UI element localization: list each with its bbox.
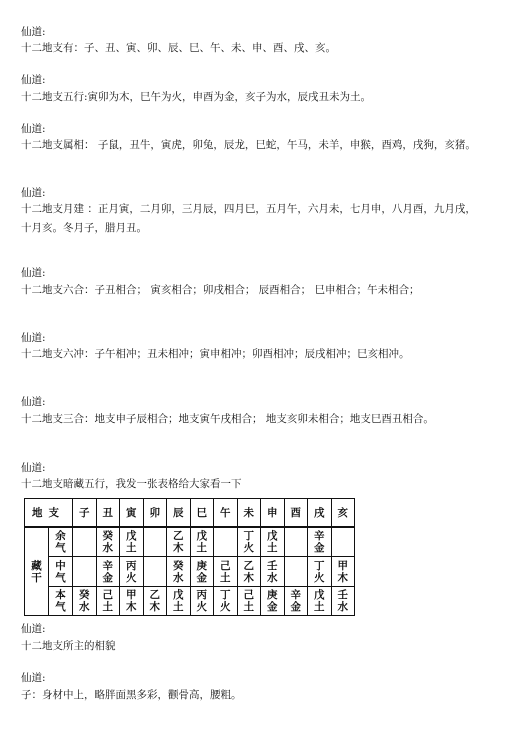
row-label: 余 气: [49, 527, 73, 557]
speaker-label: 仙道:: [21, 187, 46, 199]
speaker-label: 仙道:: [21, 332, 46, 344]
branches-list: 十二地支有：子、丑、寅、卯、辰、巳、午、未、申、酉、戌、亥。: [21, 42, 336, 54]
table-cell: 丁 火: [237, 527, 261, 557]
table-cell: [284, 527, 308, 557]
branch-header: 未: [237, 499, 261, 528]
table-cell: [331, 527, 355, 557]
table-cell: 乙 木: [143, 586, 167, 615]
table-cell: [143, 557, 167, 586]
row-label: 中 气: [49, 557, 73, 586]
table-cell: 庚 金: [261, 586, 285, 615]
table-cell: 戊 土: [190, 527, 214, 557]
branches-zodiac: 十二地支属相： 子鼠，丑牛，寅虎，卯兔，辰龙，巳蛇，午马，未羊，申猴，酉鸡，戌狗，亥猪。: [21, 139, 476, 151]
table-cell: 癸 水: [73, 586, 97, 615]
row-label: 本 气: [49, 586, 73, 615]
cang-label-char: 藏: [31, 559, 42, 572]
table-cell: 戊 土: [308, 586, 332, 615]
table-cell: [143, 527, 167, 557]
speaker-label: 仙道:: [21, 462, 46, 474]
table-cell: 戊 土: [261, 527, 285, 557]
table-cell: 乙 木: [167, 527, 191, 557]
hidden-stems-intro: 十二地支暗藏五行，我发一张表格给大家看一下: [21, 478, 242, 490]
table-cell: 辛 金: [308, 527, 332, 557]
branch-header: 午: [214, 499, 238, 528]
table-cell: 己 土: [237, 586, 261, 615]
table-cell: 癸 水: [96, 527, 120, 557]
speaker-label: 仙道:: [21, 267, 46, 279]
cang-gan-label: [25, 527, 49, 616]
table-row-yuqi: [25, 527, 355, 557]
table-cell: 庚 金: [190, 557, 214, 586]
table-cell: [284, 557, 308, 586]
hidden-stems-table: [24, 498, 355, 616]
branch-header: 亥: [331, 499, 355, 528]
table-cell: 甲 木: [120, 586, 144, 615]
branch-header: 卯: [143, 499, 167, 528]
branch-header: 戌: [308, 499, 332, 528]
appearance-zi: 子：身材中上，略胖面黑多彩，颧骨高，腰粗。: [21, 689, 242, 701]
table-row-zhongqi: [25, 557, 355, 586]
table-cell: [73, 527, 97, 557]
table-cell: 戊 土: [167, 586, 191, 615]
header-label: 地支: [25, 499, 73, 528]
branch-header: 巳: [190, 499, 214, 528]
table-cell: 丁 火: [214, 586, 238, 615]
branch-header: 子: [73, 499, 97, 528]
branches-months: 十二地支月建 ：正月寅，二月卯，三月辰，四月巳，五月午，六月未，七月申，八月酉，九月戌，十月亥。冬月子，腊月丑。: [21, 203, 476, 234]
branch-header: 申: [261, 499, 285, 528]
table-cell: 辛 金: [96, 557, 120, 586]
branch-header: 酉: [284, 499, 308, 528]
speaker-label: 仙道:: [21, 672, 46, 684]
table-cell: 壬 水: [261, 557, 285, 586]
table-cell: 癸 水: [167, 557, 191, 586]
table-cell: [73, 557, 97, 586]
branches-liuchong: 十二地支六冲：子午相冲；丑未相冲；寅申相冲；卯酉相冲；辰戌相冲；巳亥相冲。: [21, 348, 410, 360]
table-cell: [214, 527, 238, 557]
table-cell: 甲 木: [331, 557, 355, 586]
table-cell: 丙 火: [190, 586, 214, 615]
branches-wuxing: 十二地支五行:寅卯为木，巳午为火，申酉为金，亥子为水，辰戌丑未为土。: [21, 91, 372, 103]
table-cell: 壬 水: [331, 586, 355, 615]
branch-header: 丑: [96, 499, 120, 528]
branch-header: 辰: [167, 499, 191, 528]
table-cell: 己 土: [96, 586, 120, 615]
branches-liuhe: 十二地支六合：子丑相合； 寅亥相合；卯戌相合； 辰酉相合； 巳申相合；午未相合；: [21, 284, 420, 296]
branch-header: 寅: [120, 499, 144, 528]
speaker-label: 仙道:: [21, 623, 46, 635]
speaker-label: 仙道:: [21, 74, 46, 86]
speaker-label: 仙道:: [21, 396, 46, 408]
table-cell: 丁 火: [308, 557, 332, 586]
table-cell: 己 土: [214, 557, 238, 586]
appearance-heading: 十二地支所主的相貌: [21, 640, 116, 652]
table-header-row: [25, 499, 355, 528]
table-cell: 丙 火: [120, 557, 144, 586]
cang-label-char: 干: [31, 571, 42, 584]
branches-sanhe: 十二地支三合：地支申子辰相合；地支寅午戌相合； 地支亥卯未相合；地支巳酉丑相合。: [21, 413, 434, 425]
speaker-label: 仙道:: [21, 26, 46, 38]
table-cell: 辛 金: [284, 586, 308, 615]
table-row-benqi: [25, 586, 355, 615]
table-cell: 乙 木: [237, 557, 261, 586]
speaker-label: 仙道:: [21, 123, 46, 135]
table-cell: 戊 土: [120, 527, 144, 557]
